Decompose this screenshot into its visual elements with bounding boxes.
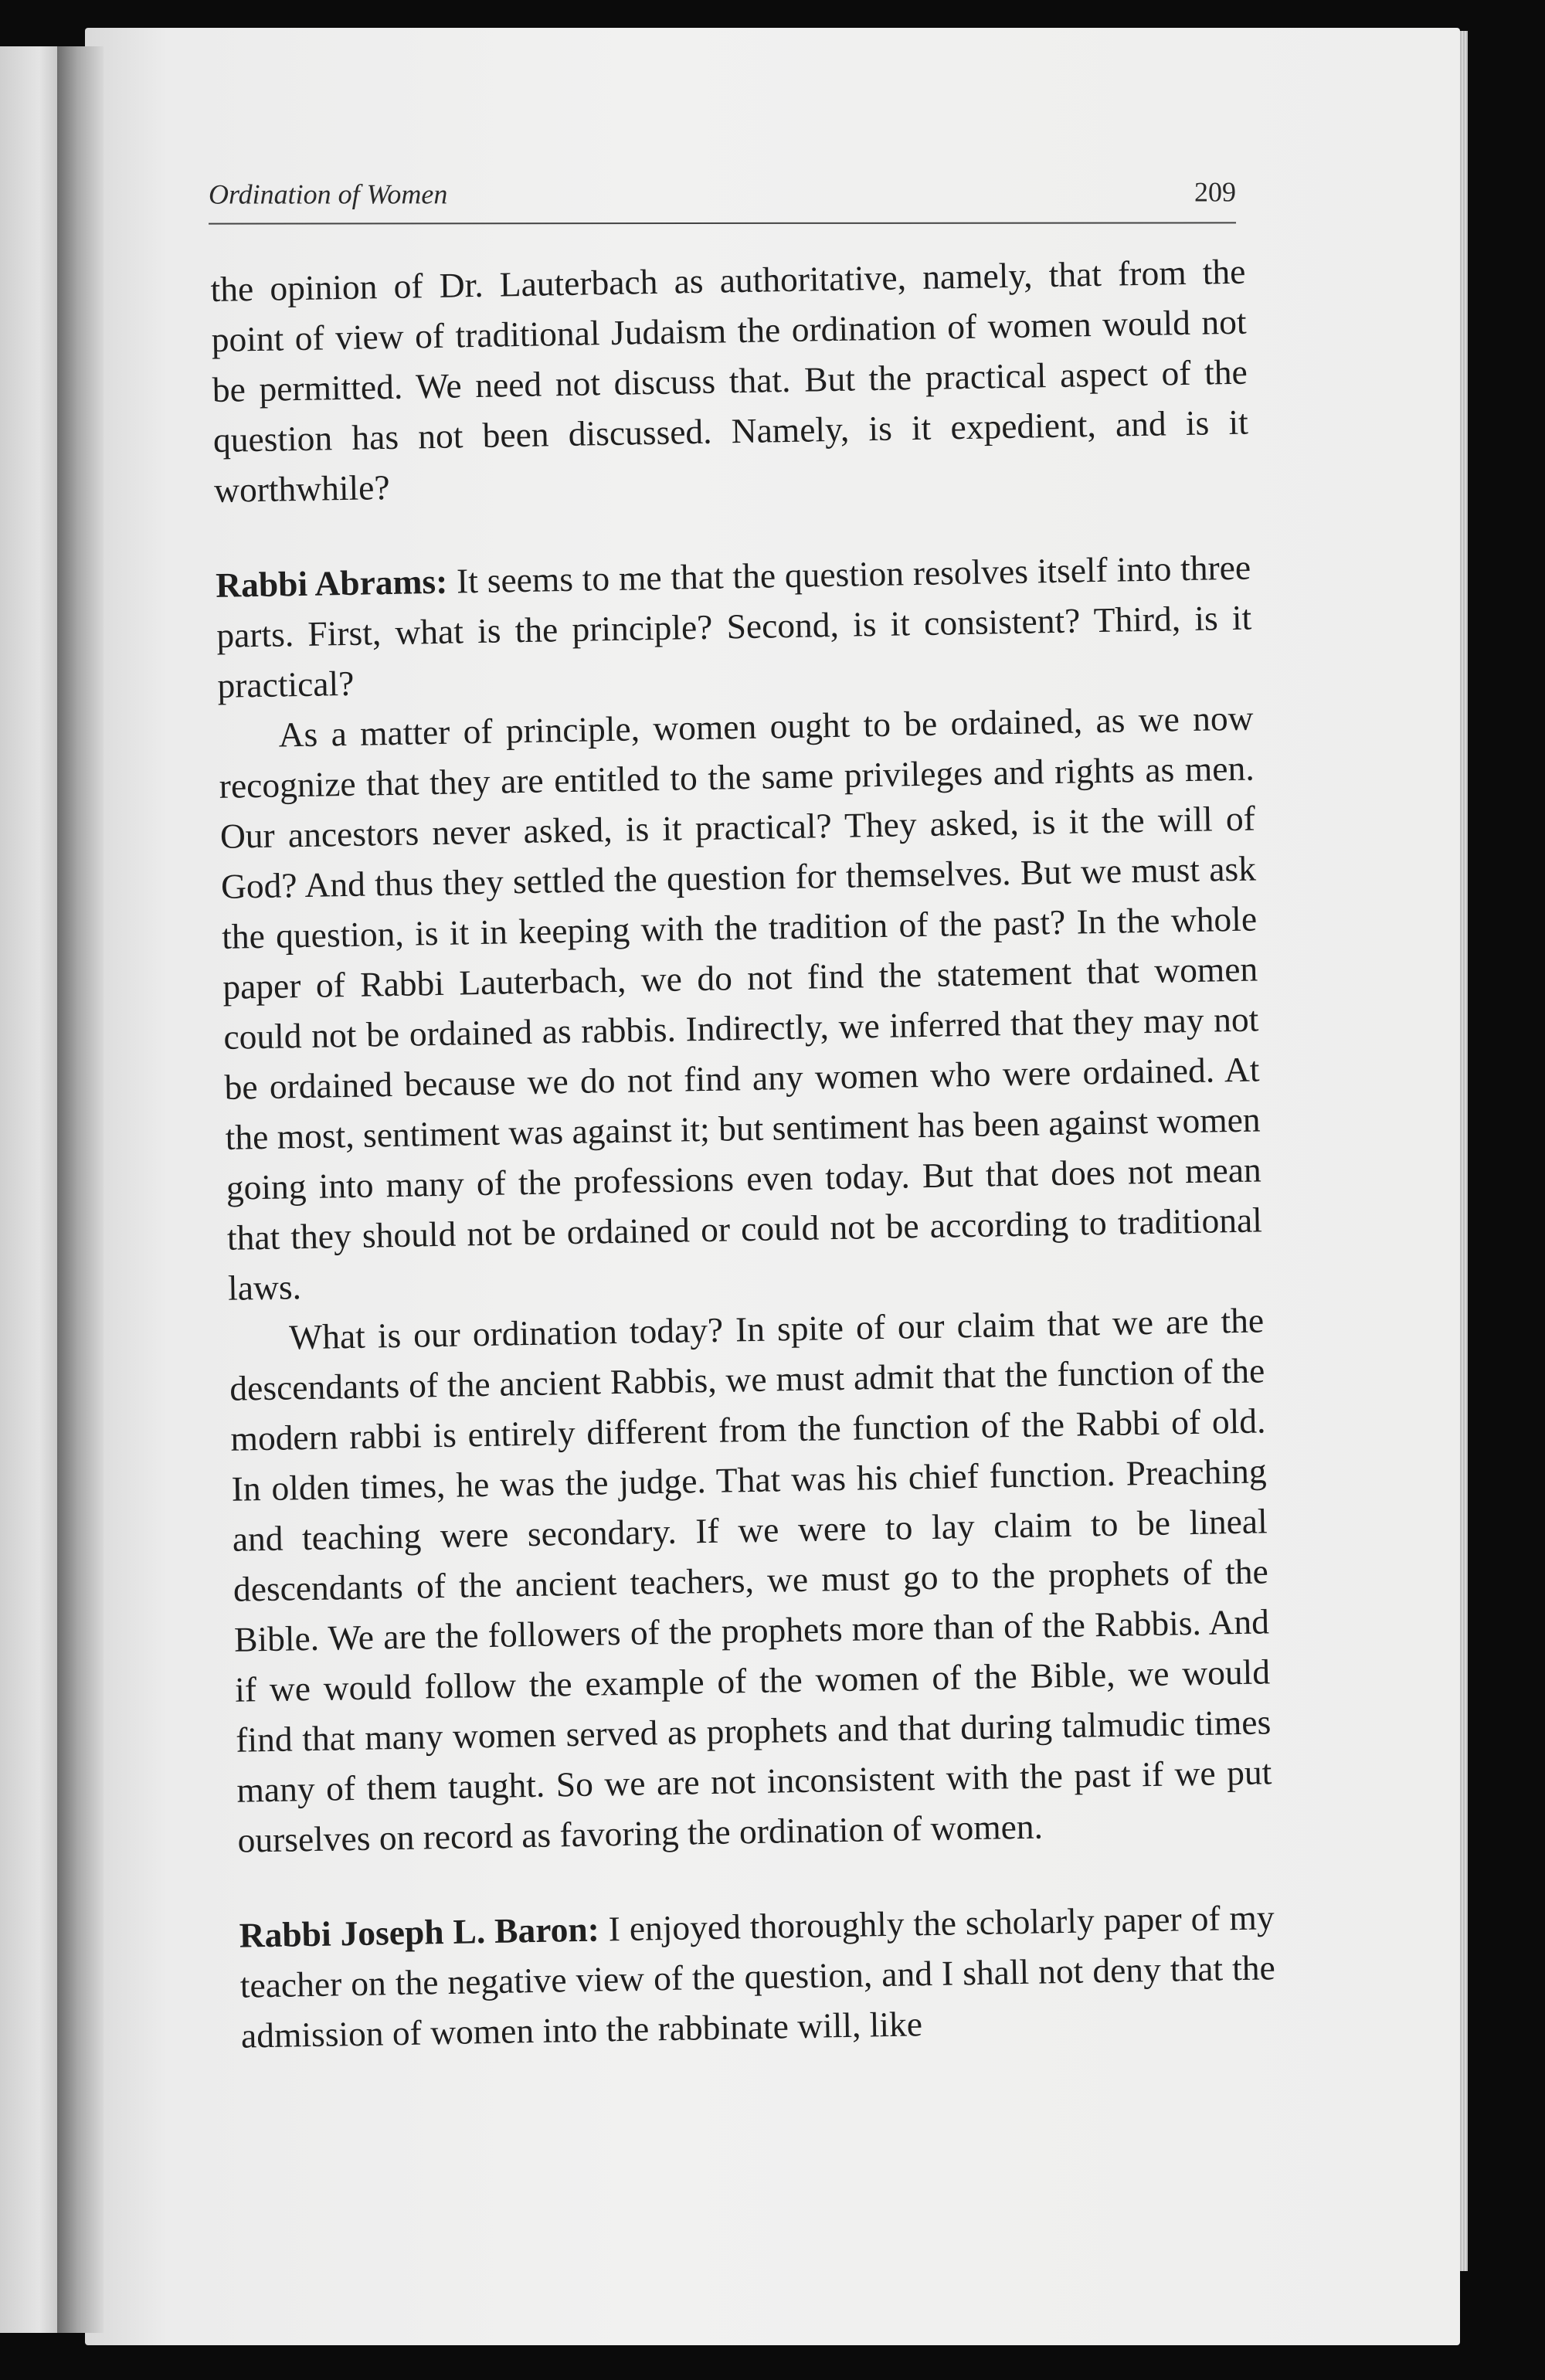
paragraph-2	[216, 542, 1253, 711]
speaker-name: Rabbi Joseph L. Baron:	[239, 1909, 600, 1955]
paragraph-2-text: It seems to me that the question resolves itself into three parts. First, what is the principle? Second, is it consistent? Third, is it practical?	[216, 547, 1252, 705]
paragraph-4: What is our ordination today? In spite of our claim that we are the descendants of the ancient Rabbis, we must admit that the function of the modern rabbi is entirely different from the function of the Rabbi of old. In olden times, he was the judge. That was his chief function. Preaching and teaching were secondary. If we were to lay claim to be lineal descendants of the ancient teachers, we must go to the prophets of the Bible. We are the followers of the prophets more than of the Rabbis. And if we would follow the example of the women of the Bible, we would find that many women served as prophets and that during talmudic times many of them taught. So we are not inconsistent with the past if we put ourselves on record as favoring the ordination of women.	[229, 1300, 1272, 1860]
running-head	[209, 175, 1236, 224]
paragraph-3: As a matter of principle, women ought to be ordained, as we now recognize that they are entitled to the same privileges and rights as men. Our ancestors never asked, is it practical? They asked, is it the will of God? And thus they settled the question for themselves. But we must ask the question, is it in keeping with the tradition of the past? In the whole paper of Rabbi Lauterbach, we do not find the statement that women could not be ordained as rabbis. Indirectly, we inferred that they may not be ordained because we do not find any women who were ordained. At the most, sentiment was against it; but sentiment has been against women going into many of the professions even today. But that does not mean that they should not be ordained or could not be according to traditional laws.	[219, 698, 1263, 1308]
paragraph-1: the opinion of Dr. Lauterbach as authoritative, namely, that from the point of view of traditional Judaism the ordination of women would not be permitted. We need not discuss that. But the practical aspect of the question has not been discussed. Namely, is it expedient, and is it worthwhile?	[210, 251, 1249, 510]
paragraph-5	[239, 1892, 1276, 2060]
running-title: Ordination of Women	[208, 178, 448, 210]
page-number: 209	[1194, 176, 1237, 208]
body-text	[210, 246, 1276, 2061]
paragraph-5-text: I enjoyed thoroughly the scholarly paper of my teacher on the negative view of the question, and I shall not deny that the admission of women into the rabbinate will, like	[239, 1897, 1276, 2056]
speaker-name: Rabbi Abrams:	[215, 561, 448, 605]
facing-page-edge	[0, 46, 66, 2333]
book-gutter	[57, 46, 104, 2333]
